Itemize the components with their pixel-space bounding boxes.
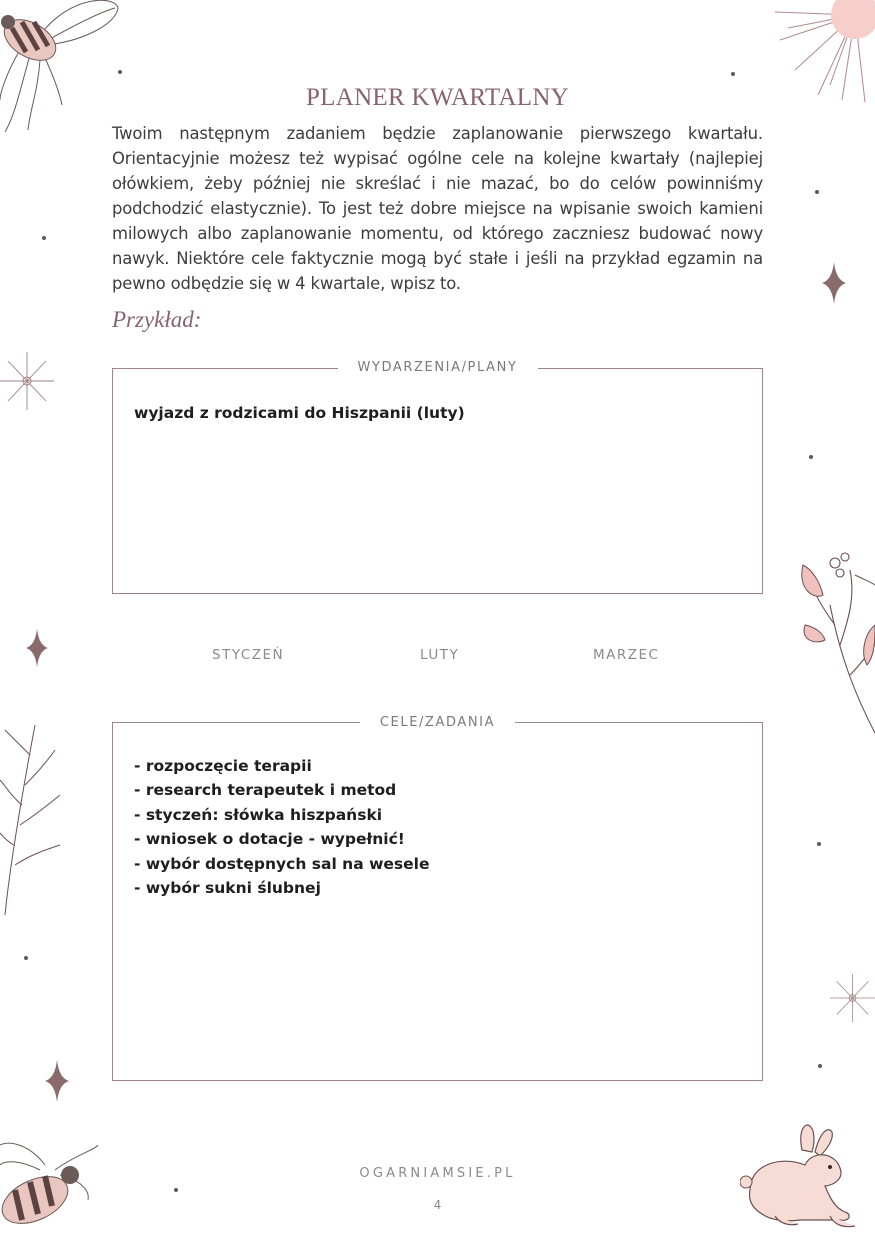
events-box (112, 368, 763, 594)
bee-icon (0, 1140, 100, 1241)
decor-dot (174, 1188, 178, 1192)
goals-box-label-wrap (0, 715, 875, 730)
leaf-branch-icon (0, 725, 62, 920)
month-january: STYCZEŃ (212, 647, 285, 663)
events-entry: wyjazd z rodzicami do Hiszpanii (luty) (134, 404, 465, 422)
list-item: - rozpoczęcie terapii (134, 757, 312, 775)
bee-icon (0, 0, 125, 135)
intro-paragraph: Twoim następnym zadaniem będzie zaplanowanie pierwszego kwartału. Orientacyjnie możesz też wypisać ogólne cele na kolejne kwartały (najlepiej ołówkiem, żeby później nie skreślać i nie mazać, bo do celów powinniśmy podchodzić elastycznie). To jest też dobre miejsce na wpisanie swoich kamieni milowych albo zaplanowanie momentu, od którego zaczniesz budować nowy nawyk. Niektóre cele faktycznie mogą być stałe i jeśli na przykład egzamin na pewno odbędzie się w 4 kwartale, wpisz to. (112, 124, 763, 293)
starburst-icon (830, 970, 875, 1026)
sparkle-icon (45, 1060, 69, 1102)
footer-site: OGARNIAMSIE.PL (359, 1166, 516, 1181)
decor-dot (818, 1064, 822, 1068)
goals-list (134, 754, 429, 900)
sparkle-icon (26, 628, 48, 668)
decor-dot (815, 190, 819, 194)
goals-box-label: CELE/ZADANIA (360, 715, 515, 730)
month-march: MARZEC (593, 647, 660, 663)
example-label: Przykład: (112, 307, 202, 332)
decor-dot (817, 842, 821, 846)
list-item: - wybór dostępnych sal na wesele (134, 854, 430, 873)
decor-dot (809, 455, 813, 459)
page-title: PLANER KWARTALNY (305, 84, 570, 111)
list-item: - wniosek o dotacje - wypełnić! (134, 830, 405, 849)
list-item: - styczeń: słówka hiszpański (134, 805, 383, 824)
events-box-label: WYDARZENIA/PLANY (338, 360, 538, 375)
month-february: LUTY (420, 647, 460, 663)
decor-dot (731, 72, 735, 76)
list-item: - research terapeutek i metod (134, 781, 397, 800)
list-item: - wybór sukni ślubnej (134, 879, 321, 898)
decor-dot (42, 236, 46, 240)
sparkle-icon (822, 262, 846, 304)
flower-branch-icon (795, 545, 875, 735)
events-box-label-wrap (0, 360, 875, 375)
decor-dot (118, 70, 122, 74)
page-number: 4 (433, 1198, 442, 1212)
decor-dot (24, 956, 28, 960)
